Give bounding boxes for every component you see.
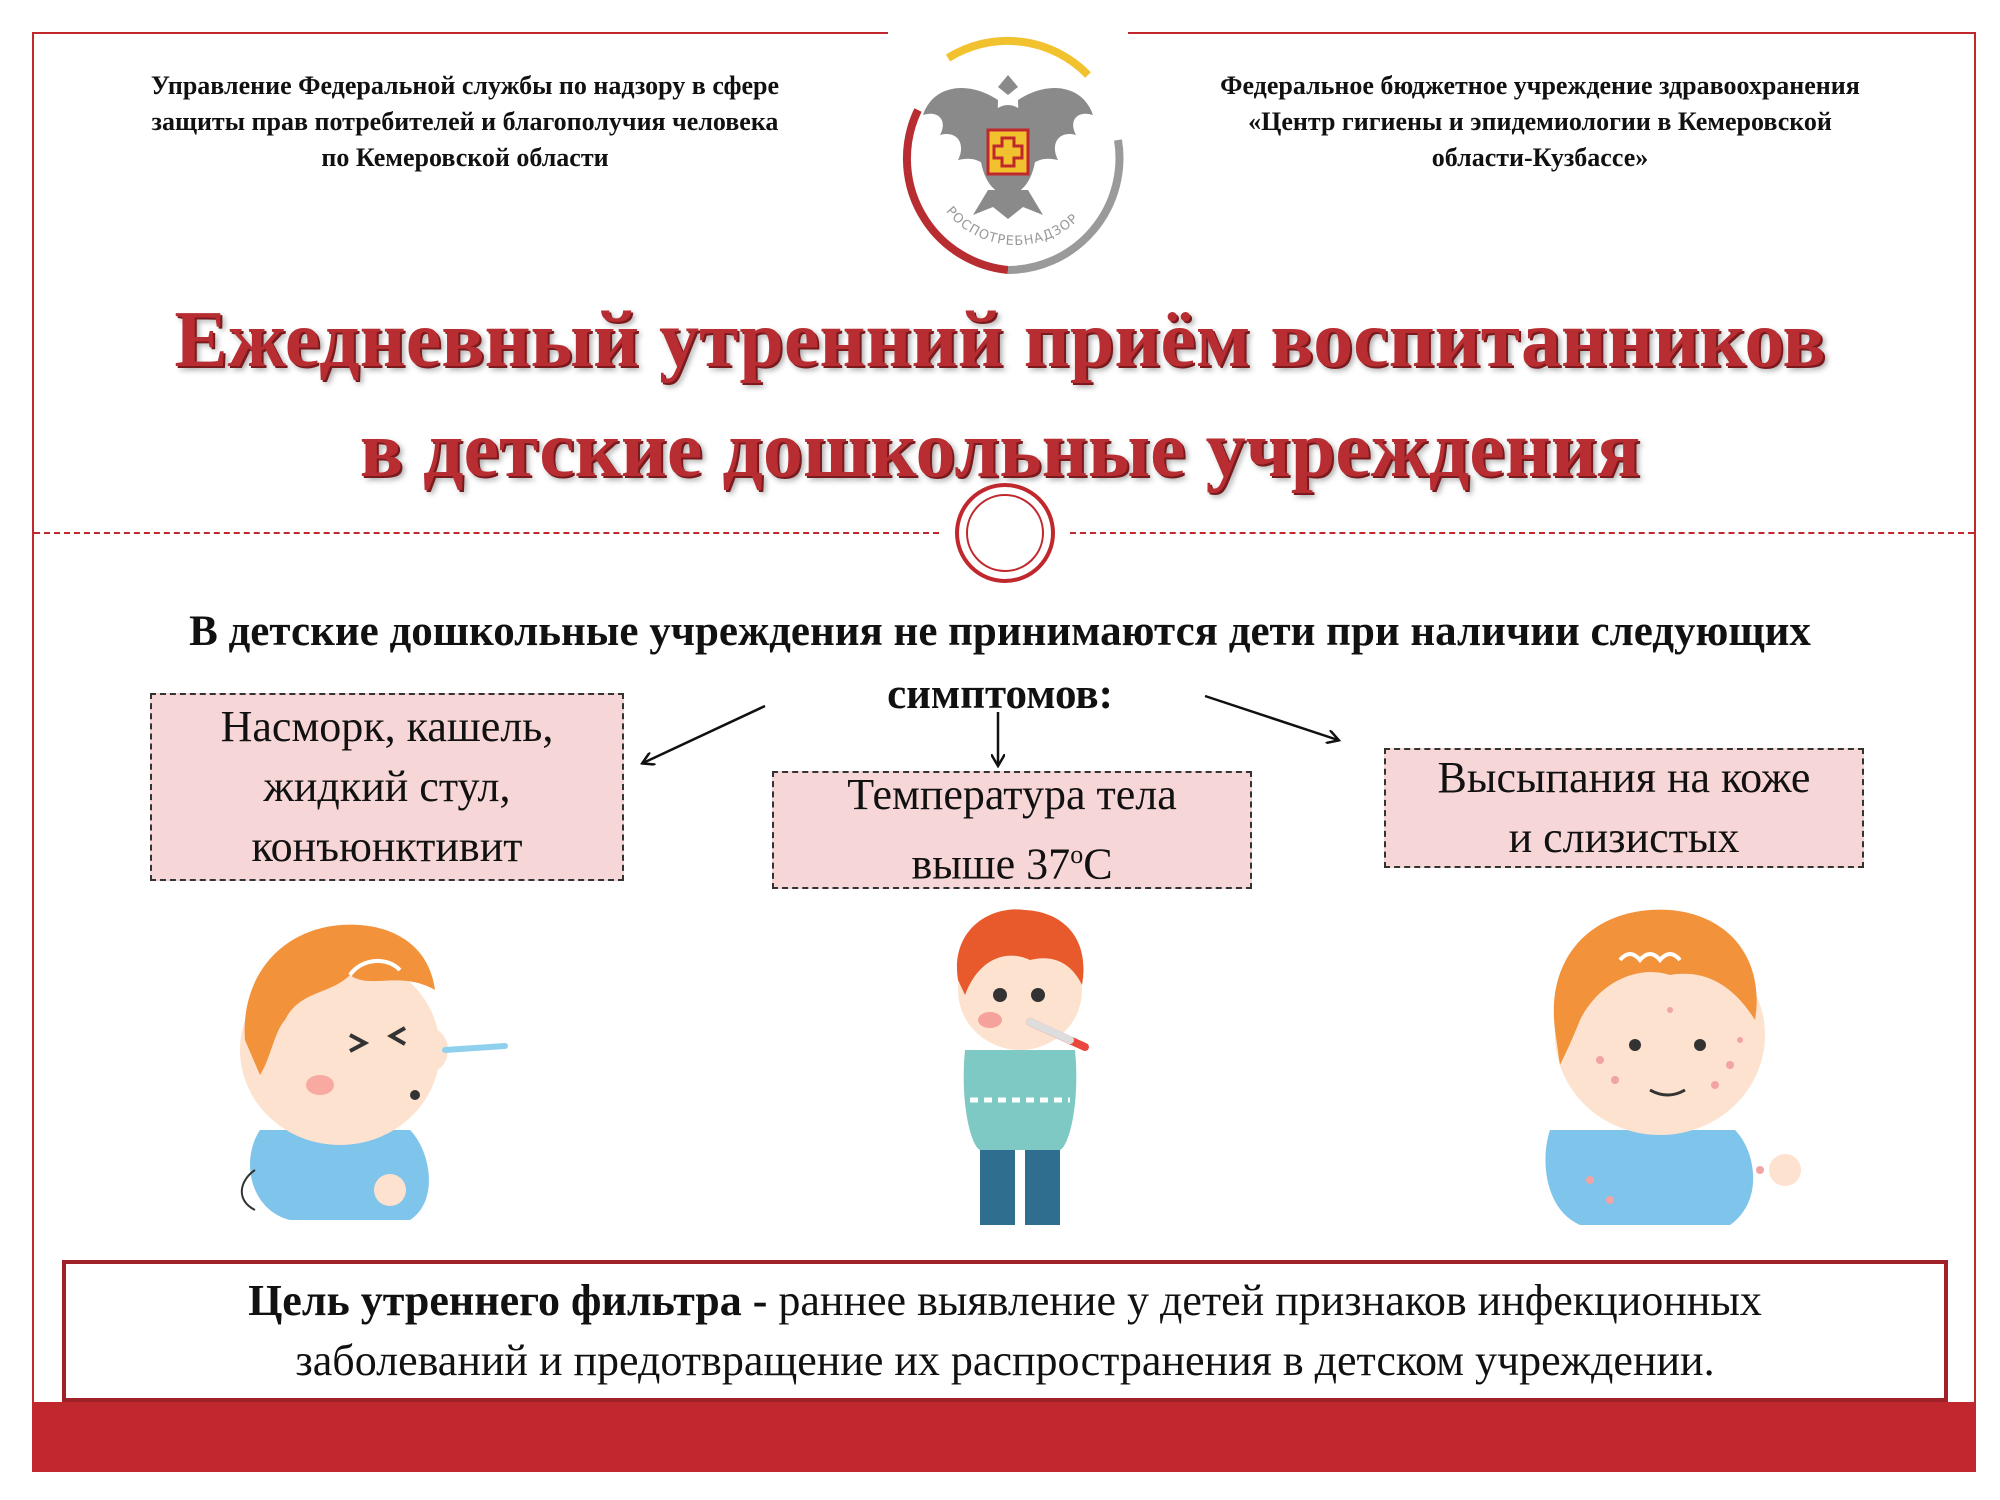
symptom-2-degree: о (1070, 840, 1084, 870)
rash-child-icon (1500, 890, 1820, 1230)
header-left-line2: защиты прав потребителей и благополучия человека (151, 107, 779, 136)
symptom-2-prefix: выше 37 (911, 839, 1071, 889)
goal-text1: раннее выявление у детей признаков инфекционных (767, 1276, 1762, 1325)
goal-text2: заболеваний и предотвращение их распространения в детском учреждении. (295, 1336, 1715, 1385)
symptom-2-suffix: С (1083, 839, 1113, 889)
symptom-3-line2: и слизистых (1508, 813, 1740, 862)
header-right-line2: «Центр гигиены и эпидемиологии в Кемеровской (1248, 107, 1832, 136)
header-right-org (1145, 68, 1935, 176)
symptom-3-line1: Высыпания на коже (1437, 753, 1811, 802)
symptom-box-cold (150, 693, 624, 881)
sneezing-child-icon (200, 900, 520, 1230)
title-line1: Ежедневный утренний приём воспитанников (174, 296, 1826, 384)
divider-left (34, 532, 939, 534)
lead-line2: симптомов: (887, 671, 1113, 718)
emblem-text: РОСПОТРЕБНАДЗОР (942, 203, 1082, 250)
goal-bold: Цель утреннего фильтра - (248, 1276, 768, 1325)
symptom-box-temperature (772, 771, 1252, 889)
symptom-1-line1: Насморк, кашель, (220, 702, 554, 751)
symptom-2-line1: Температура тела (847, 770, 1177, 820)
header-left-line3: по Кемеровской области (321, 143, 609, 172)
symptom-2-line2 (847, 825, 1176, 895)
title-line2: в детские дошкольные учреждения (359, 406, 1641, 494)
header-right-line3: области-Кузбассе» (1431, 143, 1649, 172)
symptom-1-line2: жидкий стул, (263, 762, 511, 811)
bottom-bar (32, 1402, 1976, 1472)
symptom-1-line3: конъюнктивит (251, 822, 523, 871)
divider-circle-icon (953, 481, 1057, 585)
symptom-box-rash (1384, 748, 1864, 868)
header-right-line1: Федеральное бюджетное учреждение здравоохранения (1220, 71, 1860, 100)
divider-right (1070, 532, 1974, 534)
lead-line1: В детские дошкольные учреждения не принимаются дети при наличии следующих (189, 608, 1811, 655)
header-left-line1: Управление Федеральной службы по надзору в сфере (150, 71, 780, 100)
goal-box (62, 1260, 1948, 1402)
page-title (40, 285, 1960, 505)
header-left-org (75, 68, 855, 176)
fever-child-icon (920, 900, 1120, 1230)
emblem-icon (878, 30, 1138, 280)
